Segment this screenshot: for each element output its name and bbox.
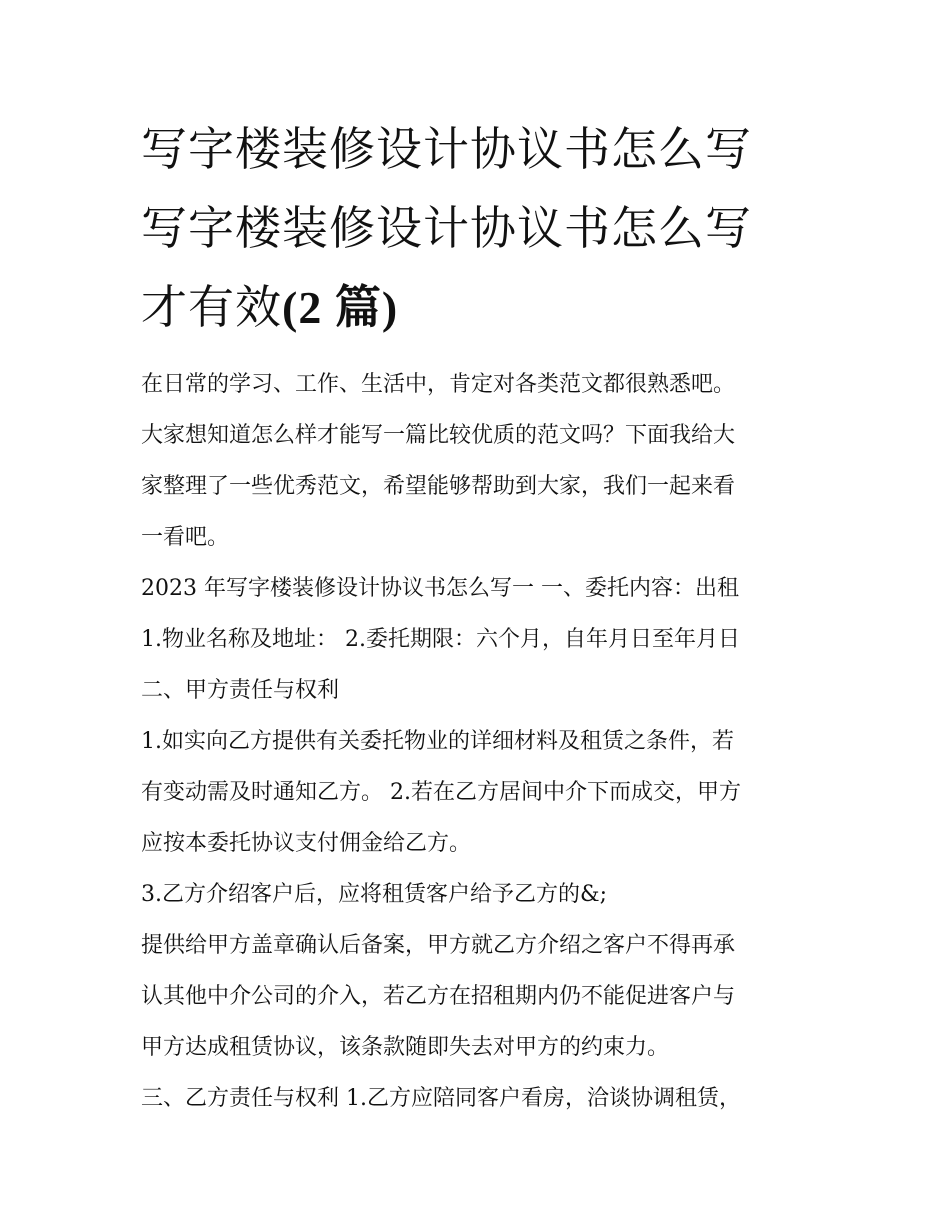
body-line-14: 甲方达成租赁协议，该条款随即失去对甲方的约束力。 — [141, 1035, 670, 1060]
body-line-13: 认其他中介公司的介入，若乙方在招租期内仍不能促进客户与 — [141, 984, 736, 1009]
body-line-1: 在日常的学习、工作、生活中，肯定对各类范文都很熟悉吧。 — [141, 372, 736, 397]
body-line-5: 2023 年写字楼装修设计协议书怎么写一 一、委托内容：出租 — [141, 576, 739, 601]
body-line-15: 三、乙方责任与权利 1.乙方应陪同客户看房，洽谈协调租赁， — [141, 1086, 741, 1111]
title-line-1: 写字楼装修设计协议书怎么写 — [141, 122, 752, 176]
document-title — [141, 110, 821, 347]
title-line-3 — [141, 268, 821, 347]
document-body — [141, 359, 821, 1124]
body-line-10: 应按本委托协议支付佣金给乙方。 — [141, 831, 472, 856]
body-line-8: 1.如实向乙方提供有关委托物业的详细材料及租赁之条件，若 — [141, 729, 734, 754]
body-line-7: 二、甲方责任与权利 — [141, 678, 340, 703]
document-content — [141, 110, 821, 1124]
body-line-6: 1.物业名称及地址： 2.委托期限：六个月，自年月日至年月日 — [141, 627, 740, 652]
body-line-2: 大家想知道怎么样才能写一篇比较优质的范文吗？下面我给大 — [141, 423, 736, 448]
title-line-3-prefix: 才有效 — [141, 280, 282, 334]
body-line-9: 有变动需及时通知乙方。 2.若在乙方居间中介下而成交，甲方 — [141, 780, 741, 805]
body-line-3: 家整理了一些优秀范文，希望能够帮助到大家，我们一起来看 — [141, 474, 736, 499]
body-line-12: 提供给甲方盖章确认后备案，甲方就乙方介绍之客户不得再承 — [141, 933, 736, 958]
title-line-3-bold: (2 篇) — [282, 282, 399, 333]
title-line-2: 写字楼装修设计协议书怎么写 — [141, 201, 752, 255]
body-line-4: 一看吧。 — [141, 525, 230, 550]
body-line-11: 3.乙方介绍客户后，应将租赁客户给予乙方的&; — [141, 882, 607, 907]
